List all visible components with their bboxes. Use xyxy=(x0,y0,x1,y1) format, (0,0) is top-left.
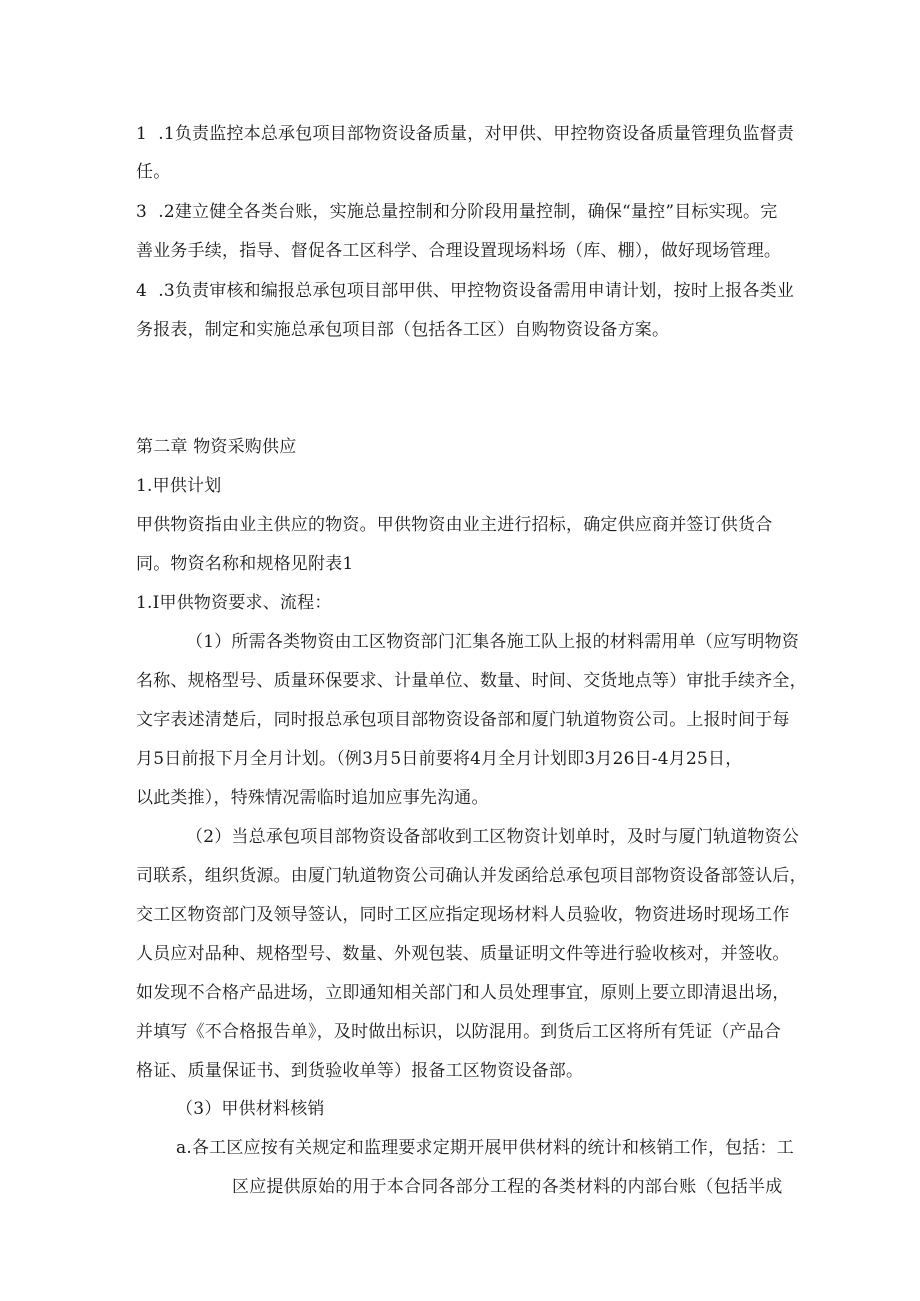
para-1-3-line-2: 务报表，制定和实施总承包项目部（包括各工区）自购物资设备方案。 xyxy=(136,320,670,340)
section-1-body-line-2: 同。物资名称和规格见附表1 xyxy=(136,554,354,574)
item-2-line-3: 交工区物资部门及领导签认，同时工区应指定现场材料人员验收，物资进场时现场工作 xyxy=(136,905,790,925)
section-1-title: 1.甲供计划 xyxy=(136,476,222,496)
item-2-line-4: 人员应对品种、规格型号、数量、外观包装、质量证明文件等进行验收核对，并签收。 xyxy=(136,944,790,964)
item-1-line-5: 以此类推），特殊情况需临时追加应事先沟通。 xyxy=(136,788,489,808)
item-1-line-1: （1）所需各类物资由工区物资部门汇集各施工队上报的材料需用单（应写明物资 xyxy=(186,632,800,652)
item-3-title: （3）甲供材料核销 xyxy=(176,1099,325,1119)
section-1-body-line-1: 甲供物资指由业主供应的物资。甲供物资由业主进行招标，确定供应商并签订供货合 xyxy=(136,515,773,535)
item-3-a-line-1: a.各工区应按有关规定和监理要求定期开展甲供材料的统计和核销工作，包括：工 xyxy=(176,1138,794,1158)
item-2-line-1: （2）当总承包项目部物资设备部收到工区物资计划单时，及时与厦门轨道物资公 xyxy=(186,827,800,847)
item-1-line-4: 月5日前报下月全月计划。（例3月5日前要将4月全月计划即3月26日-4月25日， xyxy=(136,749,743,769)
para-1-1-line-2: 任。 xyxy=(136,162,171,182)
item-2-line-7: 格证、质量保证书、到货验收单等）报备工区物资设备部。 xyxy=(136,1061,584,1081)
para-1-3-line-1: 4 .3负责审核和编报总承包项目部甲供、甲控物资设备需用申请计划，按时上报各类业 xyxy=(136,281,795,301)
item-3-a-line-2: 区应提供原始的用于本合同各部分工程的各类材料的内部台账（包括半成 xyxy=(232,1177,783,1197)
item-1-line-2: 名称、规格型号、质量环保要求、计量单位、数量、时间、交货地点等）审批手续齐全， xyxy=(136,671,807,691)
chapter-title: 第二章 物资采购供应 xyxy=(136,437,297,457)
item-1-line-3: 文字表述清楚后，同时报总承包项目部物资设备部和厦门轨道物资公司。上报时间于每 xyxy=(136,710,790,730)
item-2-line-2: 司联系，组织货源。由厦门轨道物资公司确认并发函给总承包项目部物资设备部签认后， xyxy=(136,866,807,886)
section-1-1-title: 1.I甲供物资要求、流程： xyxy=(136,593,332,613)
item-2-line-6: 并填写《不合格报告单》，及时做出标识，以防混用。到货后工区将所有凭证（产品合 xyxy=(136,1022,782,1042)
para-1-2-line-1: 3 .2建立健全各类台账，实施总量控制和分阶段用量控制，确保“量控”目标实现。完 xyxy=(136,202,778,222)
para-1-2-line-2: 善业务手续，指导、督促各工区科学、合理设置现场料场（库、棚），做好现场管理。 xyxy=(136,241,782,261)
para-1-1-line-1: 1 .1负责监控本总承包项目部物资设备质量，对甲供、甲控物资设备质量管理负监督责 xyxy=(136,124,795,144)
item-2-line-5: 如发现不合格产品进场，立即通知相关部门和人员处理事宜，原则上要立即清退出场， xyxy=(136,983,790,1003)
